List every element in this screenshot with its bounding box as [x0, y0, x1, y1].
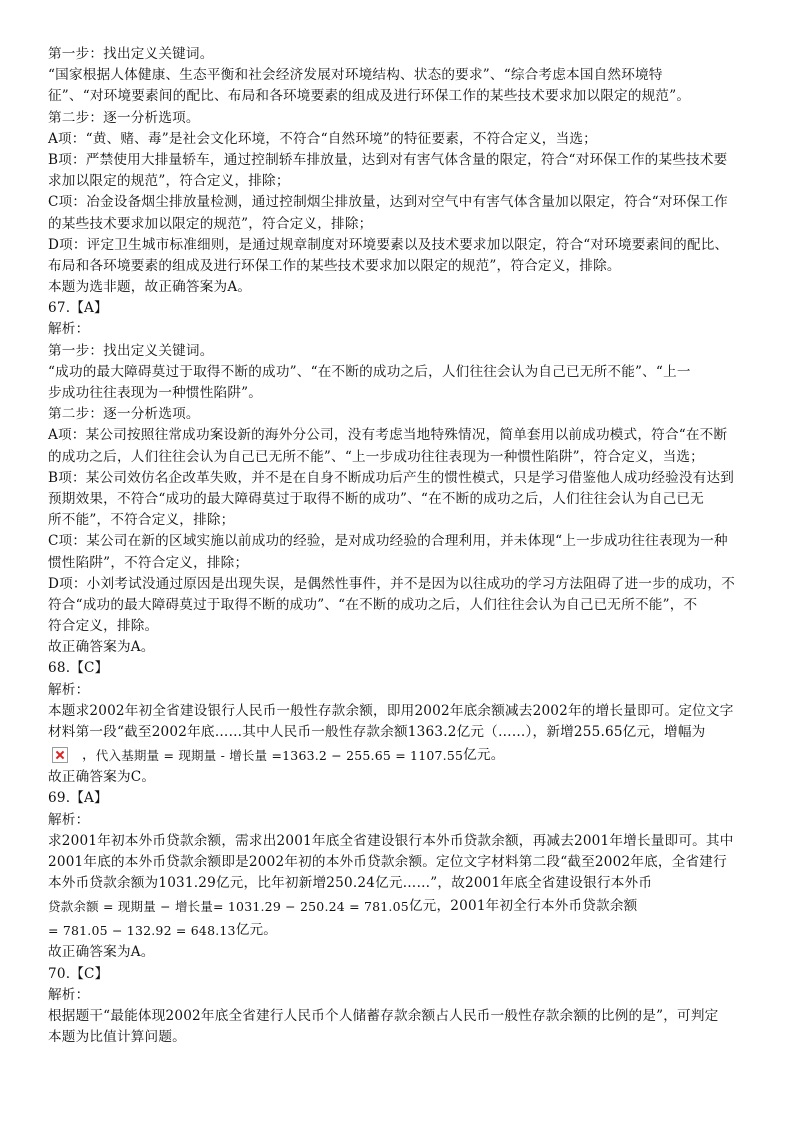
analysis-label: 解析： [48, 681, 90, 698]
formula-69a-tail: 亿元，2001年初全行本外币贷款余额 [408, 897, 638, 914]
text-line: 的某些技术要求加以限定的规范”，符合定义，排除； [48, 215, 373, 232]
text-line: A项：某公司按照往常成功案设新的海外分公司，没有考虑当地特殊情况，简单套用以前成功模式，符合“在不断 [48, 427, 728, 444]
text-line: 预期效果，不符合“成功的最大障碍莫过于取得不断的成功”、“在不断的成功之后，人们往往会认为自己已无 [48, 490, 704, 507]
formula-69b-row [48, 918, 758, 942]
formula-68-row [48, 743, 758, 767]
text-line: 的成功之后，人们往往会认为自己已无所不能”、“上一步成功往往表现为一种惯性陷阱”，符合定义，当选； [48, 448, 704, 465]
text-line: 布局和各环境要素的组成及进行环保工作的某些技术要求加以限定的规范”，符合定义，排除。 [48, 257, 621, 274]
analysis-label: 解析： [48, 321, 90, 338]
text-line: B项：某公司效仿名企改革失败，并不是在自身不断成功后产生的惯性模式，只是学习借鉴他人成功经验没有达到 [48, 469, 735, 486]
text-line: 第一步：找出定义关键词。 [48, 46, 214, 62]
formula-68-expression: 代入基期量 = 现期量 - 增长量 =1363.2 − 255.65 = 1107.55 [95, 747, 464, 763]
text-line: “国家根据人体健康、生态平衡和社会经济发展对环境结构、状态的要求”、“综合考虑本国自然环境特 [48, 67, 663, 84]
formula-69a-row [48, 894, 758, 918]
text-line: A项：“黄、赌、毒”是社会文化环境，不符合“自然环境”的特征要素，不符合定义，当选； [48, 130, 597, 147]
text-line: 第二步：逐一分析选项。 [48, 109, 200, 126]
formula-68-unit: 亿元。 [463, 746, 505, 763]
text-line: 所不能”，不符合定义，排除； [48, 512, 235, 529]
text-line: 故正确答案为C。 [48, 769, 156, 786]
analysis-label: 解析： [48, 986, 90, 1003]
text-line: 2001年底的本外币贷款余额即是2002年初的本外币贷款余额。定位文字材料第二段“截至2002年底，全省建行 [48, 853, 727, 870]
text-block-a [48, 44, 758, 743]
text-line: C项：某公司在新的区域实施以前成功的经验，是对成功经验的合理利用，并未体现“上一步成功往往表现为一种 [48, 533, 728, 550]
text-line: 惯性陷阱”，不符合定义，排除； [48, 554, 249, 571]
answer-explanation-page [48, 44, 758, 1048]
formula-69b-unit: 亿元。 [235, 921, 278, 938]
question-number: 70.【C】 [48, 965, 109, 982]
formula-lead: ， [82, 746, 96, 763]
text-line: 材料第一段“截至2002年底……其中人民币一般性存款余额1363.2亿元（……），新增255.65亿元，增幅为 [48, 724, 706, 740]
text-line: 故正确答案为A。 [48, 639, 155, 656]
question-number: 69.【A】 [48, 790, 108, 807]
text-line: 本题为比值计算问题。 [48, 1029, 186, 1046]
text-line: 本题为选非题，故正确答案为A。 [48, 279, 252, 296]
text-line: 征”、“对环境要素间的配比、布局和各环境要素的组成及进行环保工作的某些技术要求加以限定的规范”。 [48, 88, 691, 105]
text-line: 第二步：逐一分析选项。 [48, 406, 200, 423]
text-line: 本题求2002年初全省建设银行人民币一般性存款余额，即用2002年底余额减去2002年的增长量即可。定位文字 [48, 702, 734, 719]
text-line: 步成功往往表现为一种惯性陷阱”。 [48, 385, 263, 401]
text-block-c [48, 942, 758, 1048]
text-block-b [48, 767, 758, 894]
formula-69b-expression: = 781.05 − 132.92 = 648.13 [48, 922, 236, 938]
question-number: 67.【A】 [48, 300, 108, 317]
text-line: 符合“成功的最大障碍莫过于取得不断的成功”、“在不断的成功之后，人们往往会认为自己已无所不能”，不 [48, 596, 698, 613]
text-line: 求2001年初本外币贷款余额，需求出2001年底全省建设银行本外币贷款余额，再减去2001年增长量即可。其中 [48, 832, 734, 849]
text-line: 第一步：找出定义关键词。 [48, 342, 214, 359]
formula-69a-expression: 贷款余额 = 现期量 − 增长量= 1031.29 − 250.24 = 781.05 [48, 898, 409, 914]
question-number: 68.【C】 [48, 660, 109, 677]
text-line: 求加以限定的规范”，符合定义，排除； [48, 173, 290, 190]
text-line: “成功的最大障碍莫过于取得不断的成功”、“在不断的成功之后，人们往往会认为自己已无所不能”、“上一 [48, 363, 691, 380]
text-line: 故正确答案为A。 [48, 944, 155, 961]
broken-image-icon [52, 747, 68, 763]
text-line: B项：严禁使用大排量轿车，通过控制轿车排放量，达到对有害气体含量的限定，符合“对环保工作的某些技术要 [48, 151, 728, 168]
text-line: 符合定义，排除。 [48, 618, 159, 635]
text-line: D项：小刘考试没通过原因是出现失误，是偶然性事件，并不是因为以往成功的学习方法阻碍了进一步的成功，不 [48, 575, 735, 592]
analysis-label: 解析： [48, 811, 90, 828]
text-line: D项：评定卫生城市标准细则，是通过规章制度对环境要素以及技术要求加以限定，符合“对环境要素间的配比、 [48, 236, 729, 253]
text-line: 本外币贷款余额为1031.29亿元，比年初新增250.24亿元……”，故2001年底全省建设银行本外币 [48, 875, 653, 892]
text-line: C项：冶金设备烟尘排放量检测，通过控制烟尘排放量，达到对空气中有害气体含量加以限定，符合“对环保工作 [48, 194, 728, 211]
text-line: 根据题干“最能体现2002年底全省建行人民币个人储蓄存款余额占人民币一般性存款余额的比例的是”，可判定 [48, 1007, 719, 1024]
